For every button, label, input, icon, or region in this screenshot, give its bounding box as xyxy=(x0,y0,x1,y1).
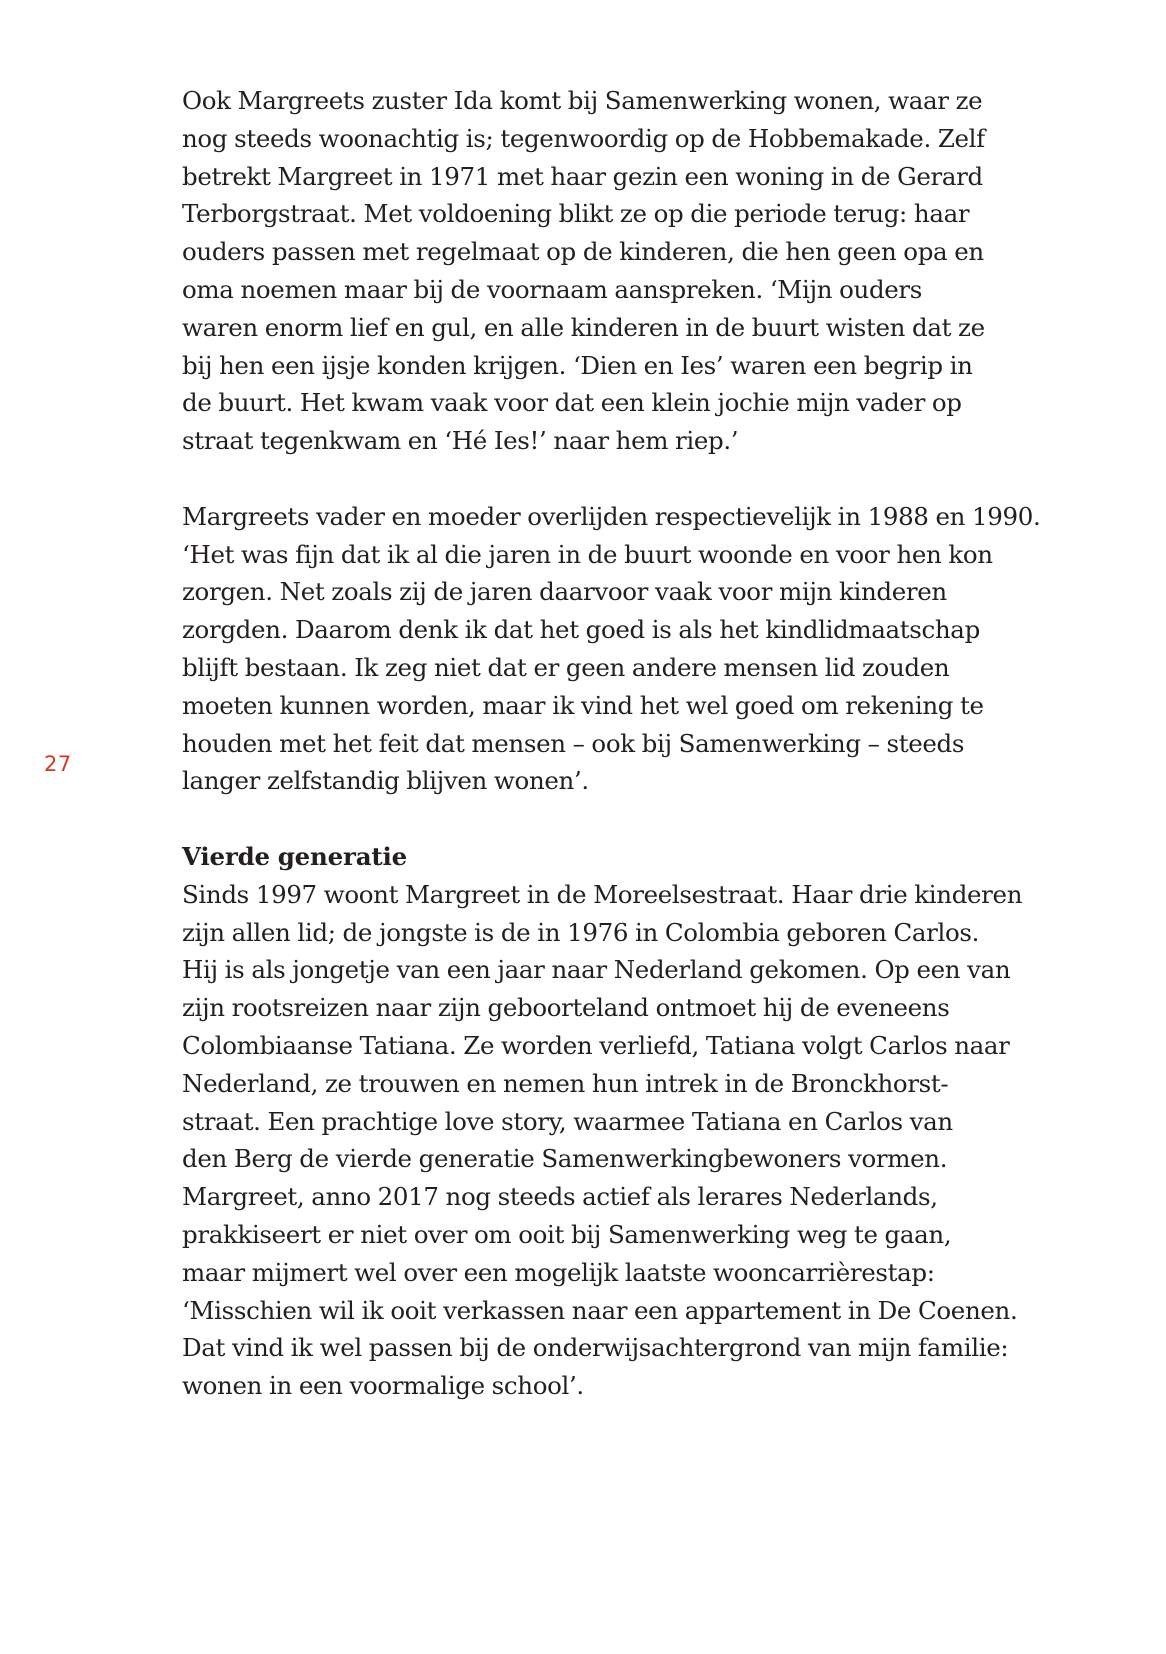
paragraph-2 xyxy=(182,498,1062,800)
text-line: wonen in een voormalige school’. xyxy=(182,1371,584,1401)
text-line: Margreet, anno 2017 nog steeds actief als lerares Nederlands, xyxy=(182,1182,938,1212)
page-number: 27 xyxy=(44,752,72,776)
text-line: Hij is als jongetje van een jaar naar Nederland gekomen. Op een van xyxy=(182,955,1011,985)
text-line: straat. Een prachtige love story, waarmee Tatiana en Carlos van xyxy=(182,1106,953,1136)
text-line: nog steeds woonachtig is; tegenwoordig op de Hobbemakade. Zelf xyxy=(182,123,985,153)
text-line: langer zelfstandig blijven wonen’. xyxy=(182,766,589,796)
text-line: Terborgstraat. Met voldoening blikt ze op die periode terug: haar xyxy=(182,199,970,229)
paragraph-spacer xyxy=(182,460,1062,498)
section-heading: Vierde generatie xyxy=(182,841,408,871)
paragraph-3 xyxy=(182,876,1062,1405)
text-line: waren enorm lief en gul, en alle kinderen in de buurt wisten dat ze xyxy=(182,312,985,342)
text-line: ‘Misschien wil ik ooit verkassen naar een appartement in De Coenen. xyxy=(182,1295,1018,1325)
text-line: zijn allen lid; de jongste is de in 1976 in Colombia geboren Carlos. xyxy=(182,917,980,947)
text-line: zorgden. Daarom denk ik dat het goed is als het kindlidmaatschap xyxy=(182,615,980,645)
text-line: Colombiaanse Tatiana. Ze worden verliefd, Tatiana volgt Carlos naar xyxy=(182,1030,1010,1060)
text-line: ouders passen met regelmaat op de kinderen, die hen geen opa en xyxy=(182,237,984,267)
text-line: ‘Het was fijn dat ik al die jaren in de buurt woonde en voor hen kon xyxy=(182,539,993,569)
text-line: moeten kunnen worden, maar ik vind het wel goed om rekening te xyxy=(182,690,984,720)
text-line: Margreets vader en moeder overlijden respectievelijk in 1988 en 1990. xyxy=(182,501,1041,531)
text-line: den Berg de vierde generatie Samenwerkingbewoners vormen. xyxy=(182,1144,948,1174)
text-line: blijft bestaan. Ik zeg niet dat er geen andere mensen lid zouden xyxy=(182,652,950,682)
body-text xyxy=(182,82,1062,1405)
text-line: oma noemen maar bij de voornaam aanspreken. ‘Mijn ouders xyxy=(182,274,923,304)
text-line: Dat vind ik wel passen bij de onderwijsachtergrond van mijn familie: xyxy=(182,1333,1009,1363)
text-line: houden met het feit dat mensen – ook bij Samenwerking – steeds xyxy=(182,728,965,758)
text-line: maar mijmert wel over een mogelijk laatste wooncarrièrestap: xyxy=(182,1257,935,1287)
text-line: betrekt Margreet in 1971 met haar gezin een woning in de Gerard xyxy=(182,161,983,191)
text-line: straat tegenkwam en ‘Hé Ies!’ naar hem riep.’ xyxy=(182,426,739,456)
text-line: prakkiseert er niet over om ooit bij Samenwerking weg te gaan, xyxy=(182,1219,952,1249)
text-line: zijn rootsreizen naar zijn geboorteland ontmoet hij de eveneens xyxy=(182,993,950,1023)
text-line: zorgen. Net zoals zij de jaren daarvoor vaak voor mijn kinderen xyxy=(182,577,947,607)
text-line: bij hen een ijsje konden krijgen. ‘Dien en Ies’ waren een begrip in xyxy=(182,350,973,380)
text-line: Ook Margreets zuster Ida komt bij Samenwerking wonen, waar ze xyxy=(182,86,983,115)
text-line: Nederland, ze trouwen en nemen hun intrek in de Bronckhorst- xyxy=(182,1068,949,1098)
text-line: Sinds 1997 woont Margreet in de Moreelsestraat. Haar drie kinderen xyxy=(182,879,1023,909)
paragraph-1 xyxy=(182,82,1062,460)
text-line: de buurt. Het kwam vaak voor dat een klein jochie mijn vader op xyxy=(182,388,962,418)
paragraph-spacer xyxy=(182,800,1062,838)
